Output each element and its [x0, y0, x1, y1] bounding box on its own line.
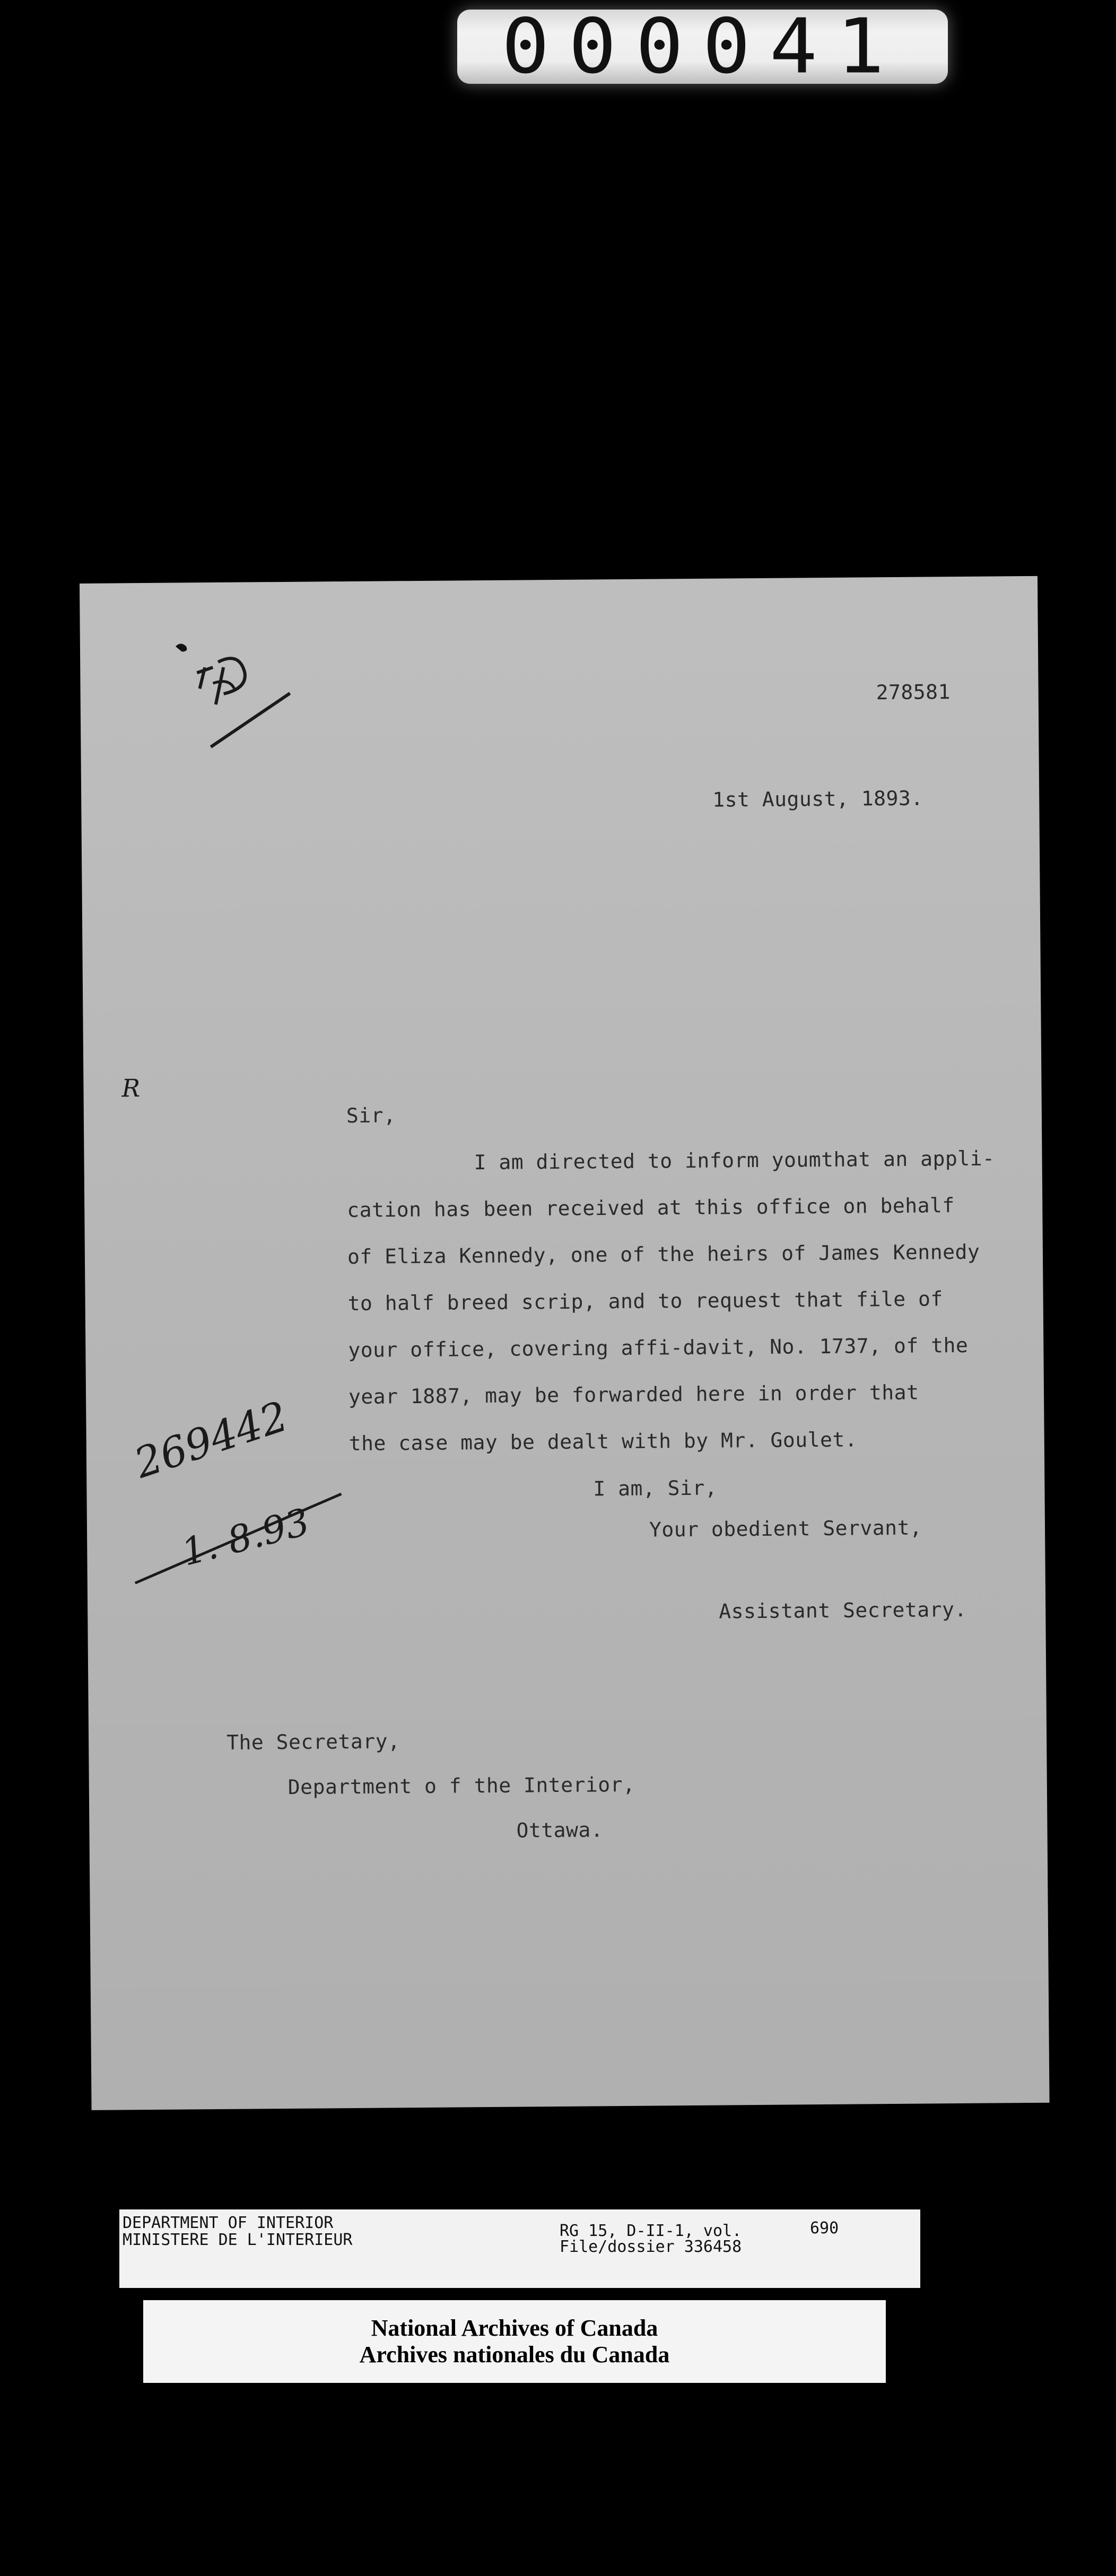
body-line-3: of Eliza Kennedy, one of the heirs of James Kennedy	[347, 1240, 980, 1269]
archive-reference-label	[119, 2209, 920, 2288]
volume-number: 690	[810, 2219, 839, 2238]
body-line-7: the case may be dealt with by Mr. Goulet.	[348, 1428, 858, 1456]
nac-french: Archives nationales du Canada	[359, 2342, 670, 2368]
file-number: 278581	[876, 680, 951, 704]
handwritten-initials	[160, 624, 299, 763]
closing-line-1: I am, Sir,	[593, 1476, 718, 1501]
closing-line-2: Your obedient Servant,	[649, 1516, 922, 1542]
letter-sheet	[80, 576, 1050, 2110]
department-fr: MINISTERE DE L'INTERIEUR	[123, 2231, 353, 2249]
nac-english: National Archives of Canada	[371, 2315, 658, 2341]
frame-number-label	[457, 3, 948, 91]
frame-number: 000041	[501, 3, 904, 91]
body-line-6: year 1887, may be forwarded here in order that	[348, 1380, 919, 1409]
body-line-5: your office, covering affi-davit, No. 1737, of the	[348, 1333, 969, 1362]
record-group-label	[560, 2223, 742, 2255]
national-archives-label	[143, 2300, 886, 2383]
recipient-line-3: Ottawa.	[516, 1818, 604, 1842]
handwritten-number: 269442	[128, 1393, 294, 1488]
body-line-2: cation has been received at this office on behalf	[347, 1194, 955, 1222]
department-en: DEPARTMENT OF INTERIOR	[123, 2214, 334, 2232]
signature-title: Assistant Secretary.	[719, 1597, 967, 1623]
record-group: RG 15, D-II-1, vol.	[560, 2222, 742, 2240]
recipient-line-1: The Secretary,	[226, 1729, 400, 1754]
letter-date: 1st August, 1893.	[712, 786, 923, 812]
handwritten-date: 1. 8.93	[177, 1500, 314, 1575]
recipient-line-2: Department o f the Interior,	[287, 1772, 635, 1799]
salutation: Sir,	[346, 1103, 396, 1128]
margin-mark: R	[121, 1074, 141, 1103]
file-dossier: File/dossier 336458	[560, 2238, 742, 2256]
body-line-4: to half breed scrip, and to request that file of	[347, 1287, 943, 1316]
department-label	[123, 2215, 352, 2249]
body-line-1: I am directed to inform youmthat an appli-	[474, 1146, 995, 1174]
